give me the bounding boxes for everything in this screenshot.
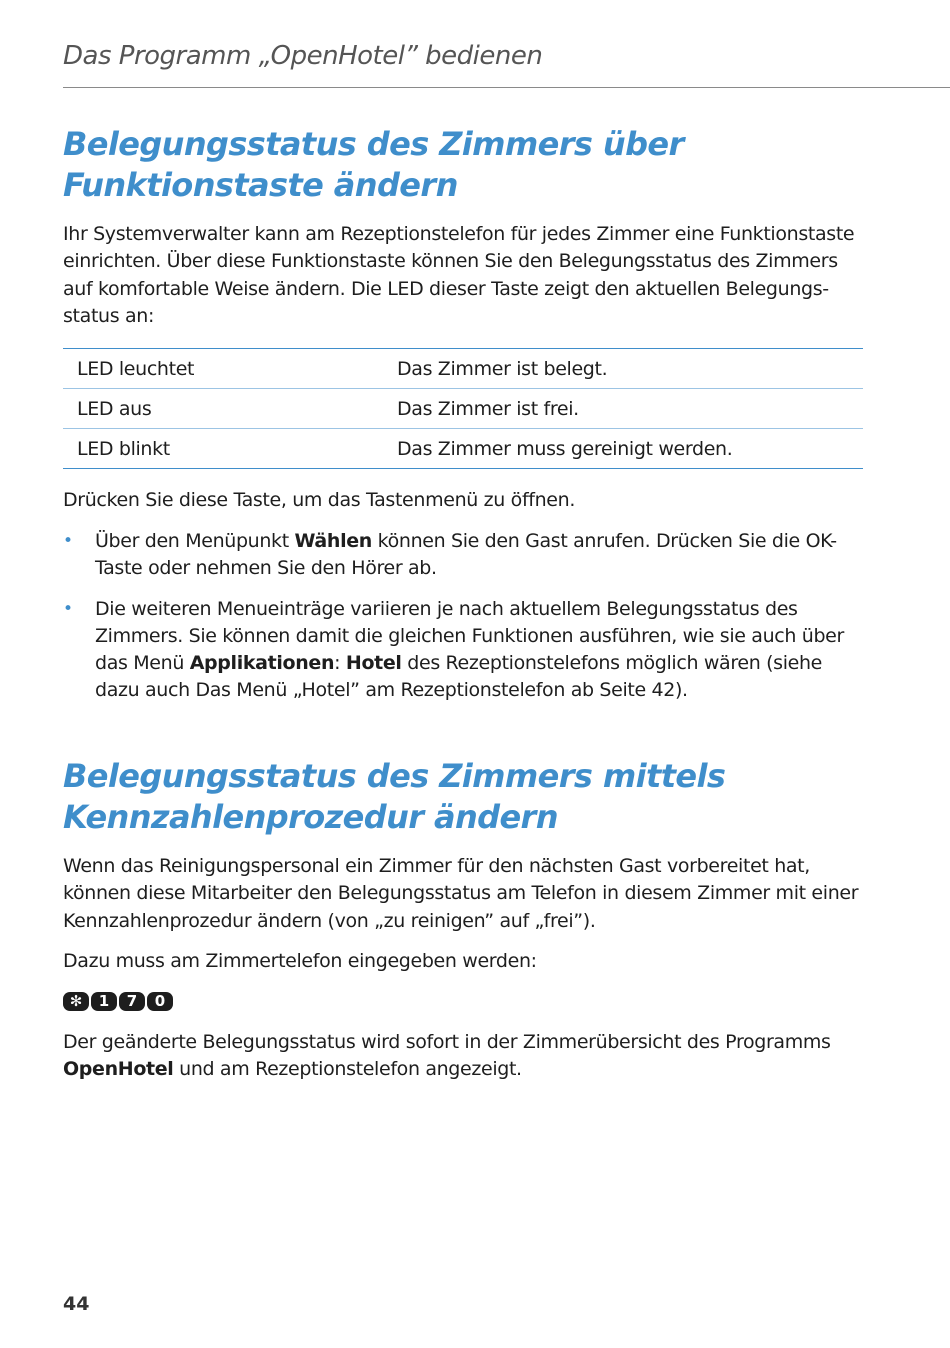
led-meaning-cell: Das Zimmer ist frei. <box>383 389 863 429</box>
digit-key-1: 1 <box>91 992 117 1011</box>
section2-instruction: Dazu muss am Zimmertelefon eingegeben werden: <box>63 950 537 972</box>
result-text-before: Der geänderte Belegungsstatus wird sofort in der Zimmerübersicht des Programms <box>63 1031 831 1053</box>
led-meaning-cell: Das Zimmer ist belegt. <box>397 357 608 380</box>
table-row <box>63 389 863 429</box>
led-state-cell: LED blinkt <box>63 429 383 469</box>
menu-applikationen: Applikationen <box>189 652 335 675</box>
bullet1-text-after: können Sie den Gast anrufen. Drücken Sie die OK-Taste oder nehmen Sie den Hörer ab. <box>95 530 837 580</box>
running-header-text: Das Programm „OpenHotel” bedienen <box>63 41 543 71</box>
list-item <box>63 596 863 705</box>
bullet2-text-after: des Rezeptionstelefons möglich wären (siehe dazu auch Das Menü „Hotel” am Rezeptionstelefon ab Seite 42). <box>95 652 823 702</box>
program-name: OpenHotel <box>63 1058 174 1081</box>
led-state-cell: LED aus <box>63 389 383 429</box>
section2-heading <box>63 756 883 838</box>
press-key-text: Drücken Sie diese Taste, um das Tastenmenü zu öffnen. <box>63 489 576 511</box>
bullet-icon: • <box>63 598 73 619</box>
result-text-after: und am Rezeptionstelefon angezeigt. <box>173 1058 522 1081</box>
bullet-icon: • <box>63 531 73 551</box>
table-row <box>63 429 863 469</box>
section1-heading: Belegungsstatus des Zimmers über Funktionstaste ändern <box>63 125 684 204</box>
section1-intro: Ihr Systemverwalter kann am Rezeptionstelefon für jedes Zimmer eine Funktionstaste einrichten. Über diese Funktionstaste können Sie den Belegungsstatus des Zimmers auf komfortable Weise ändern. Die LED dieser Taste zeigt den aktuellen Belegungs-status an: <box>63 223 855 327</box>
section2-paragraph: Wenn das Reinigungspersonal ein Zimmer für den nächsten Gast vorbereitet hat, können diese Mitarbeiter den Belegungsstatus am Telefon in diesem Zimmer mit einer Kennzahlenprozedur ändern (von „zu reinigen” auf „frei”). <box>63 855 859 932</box>
section2-heading-line2: Kennzahlenprozedur ändern <box>63 798 558 836</box>
star-key-icon: ✻ <box>63 992 89 1011</box>
running-header <box>63 40 950 88</box>
bullet-list <box>63 528 863 718</box>
section2-heading-line1: Belegungsstatus des Zimmers mittels <box>63 757 726 795</box>
table-row <box>63 349 863 389</box>
led-meaning-cell: Das Zimmer muss gereinigt werden. <box>383 429 863 469</box>
list-item <box>63 528 863 583</box>
menu-item-waehlen: Wählen <box>294 530 372 552</box>
menu-separator: : <box>334 652 346 675</box>
digit-key-7: 7 <box>119 992 145 1011</box>
led-status-table <box>63 348 863 469</box>
page-number: 44 <box>63 1293 90 1315</box>
led-state-cell: LED leuchtet <box>77 357 195 380</box>
menu-hotel: Hotel <box>345 652 402 675</box>
digit-key-0: 0 <box>147 992 173 1011</box>
bullet2-text-before: Die weiteren Menueinträge variieren je nach aktuellem Belegungsstatus des Zimmers. Sie können damit die gleichen Funktionen ausführen, wie sie auch über das Menü <box>95 597 844 675</box>
bullet1-text-before: Über den Menüpunkt <box>95 530 295 552</box>
key-sequence <box>63 992 173 1011</box>
section2-result-paragraph <box>63 1029 863 1084</box>
